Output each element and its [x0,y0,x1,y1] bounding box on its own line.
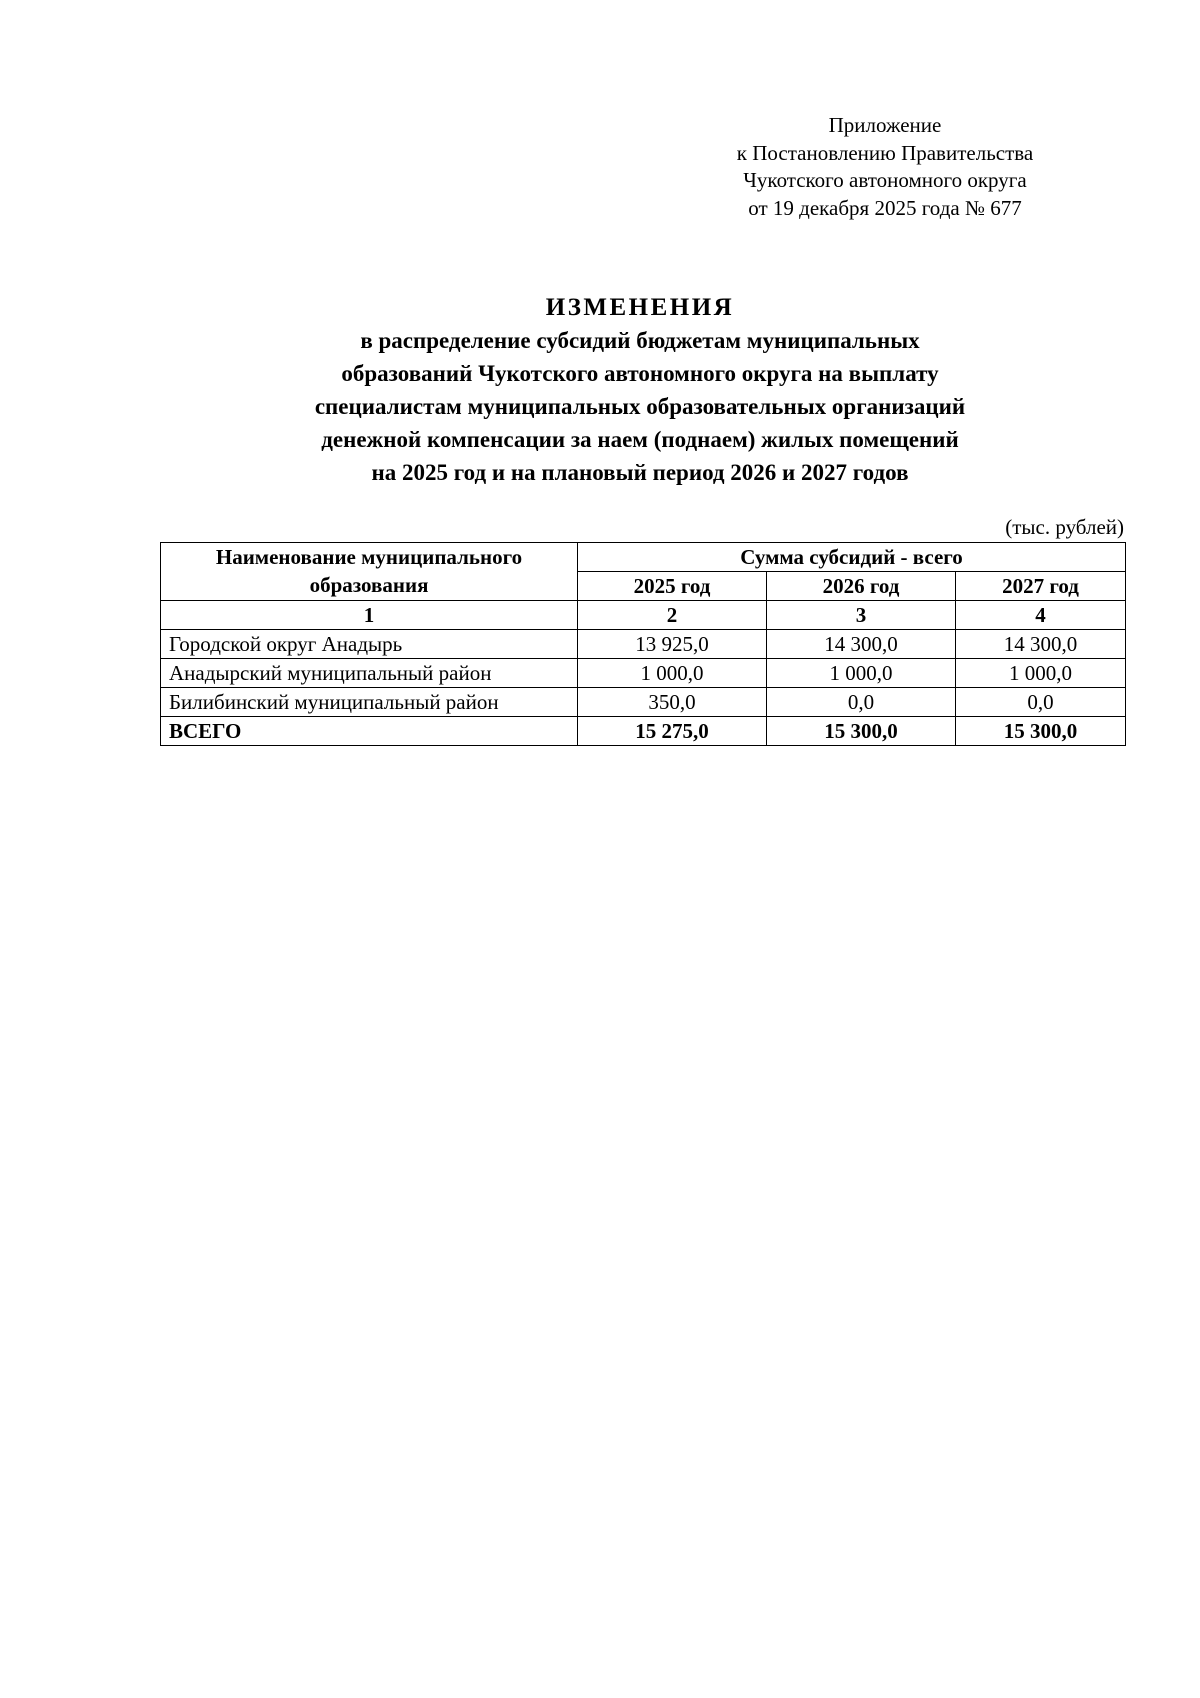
title-subtitle [160,324,1120,489]
municipality-name: Билибинский муниципальный район [161,688,578,717]
annex-line-4: от 19 декабря 2025 года № 677 [748,195,1022,220]
year-header-2025: 2025 год [578,572,767,601]
title-line-3: специалистам муниципальных образовательных организаций [314,394,966,419]
column-number: 1 [161,601,578,630]
total-label: ВСЕГО [161,717,578,746]
table-row [161,688,1126,717]
column-number: 3 [767,601,956,630]
header-row [161,543,1126,572]
total-2025: 15 275,0 [578,717,767,746]
annex-line-3: Чукотского автономного округа [743,168,1027,192]
value-2026: 1 000,0 [767,659,956,688]
column-number: 4 [956,601,1126,630]
value-2027: 14 300,0 [956,630,1126,659]
title-line-4: денежной компенсации за наем (поднаем) жилых помещений [321,427,959,452]
value-2027: 0,0 [956,688,1126,717]
table-row [161,630,1126,659]
value-2025: 13 925,0 [578,630,767,659]
total-2026: 15 300,0 [767,717,956,746]
value-2026: 0,0 [767,688,956,717]
unit-label: (тыс. рублей) [1005,515,1124,539]
title-heading: ИЗМЕНЕНИЯ [545,294,735,321]
sum-column-header: Сумма субсидий - всего [578,543,1126,572]
subsidy-table [160,542,1126,746]
year-header-2026: 2026 год [767,572,956,601]
annex-block [690,112,1080,222]
value-2027: 1 000,0 [956,659,1126,688]
value-2026: 14 300,0 [767,630,956,659]
municipality-column-header: Наименование муниципального образования [161,543,578,601]
total-2027: 15 300,0 [956,717,1126,746]
annex-line-1: Приложение [828,113,942,137]
document-title [160,292,1120,489]
column-number-row [161,601,1126,630]
municipality-name: Городской округ Анадырь [161,630,578,659]
title-line-5: на 2025 год и на плановый период 2026 и 2027 годов [371,460,909,485]
annex-line-2: к Постановлению Правительства [736,140,1034,165]
value-2025: 350,0 [578,688,767,717]
total-row [161,717,1126,746]
title-line-2: образований Чукотского автономного округа на выплату [341,361,939,386]
title-line-1: в распределение субсидий бюджетам муниципальных [360,328,920,353]
municipality-name: Анадырский муниципальный район [161,659,578,688]
value-2025: 1 000,0 [578,659,767,688]
table-row [161,659,1126,688]
year-header-2027: 2027 год [956,572,1126,601]
column-number: 2 [578,601,767,630]
